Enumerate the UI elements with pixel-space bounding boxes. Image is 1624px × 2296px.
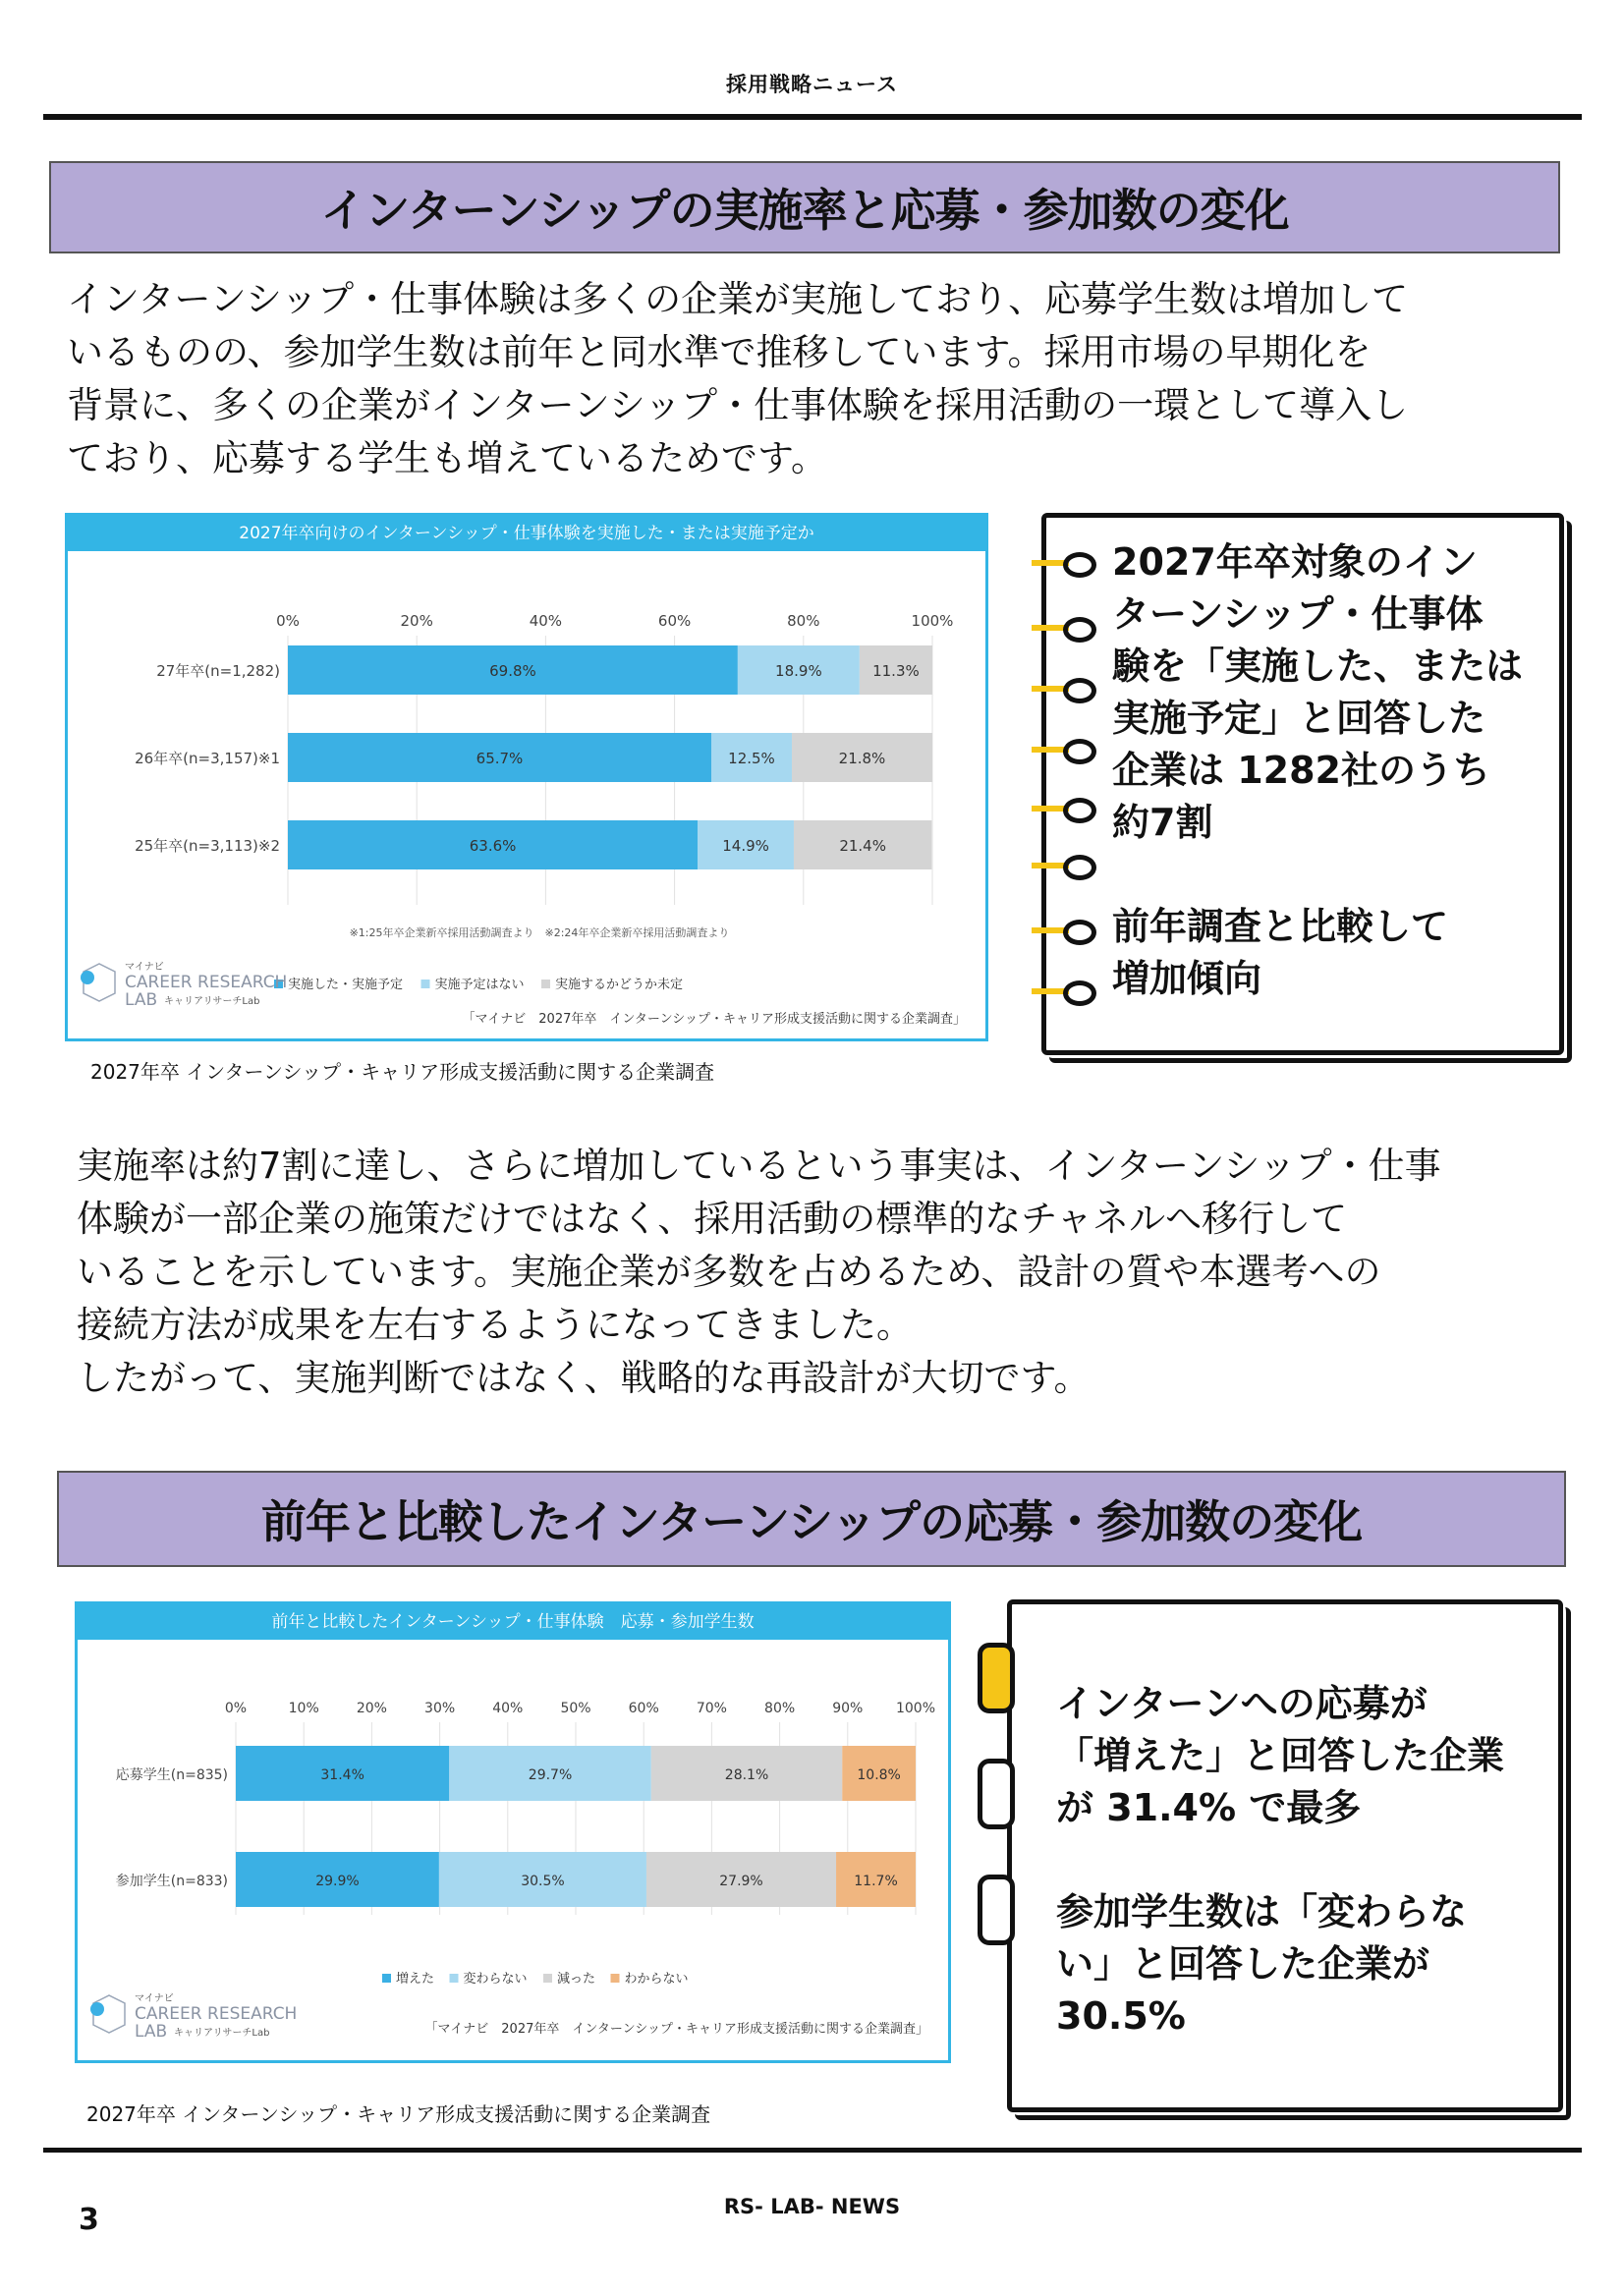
brand-small: マイナビ (125, 962, 164, 973)
section-1-intro (67, 273, 1408, 485)
brand-logo-dot-icon (81, 971, 94, 984)
body-line: 実施率は約7割に達し、さらに増加しているという事実は、インターンシップ・仕事 (77, 1145, 1441, 1187)
tick-label: 10% (288, 1701, 319, 1716)
tick-label: 70% (696, 1701, 727, 1716)
legend-swatch (543, 1974, 552, 1983)
chart-1-frame (65, 513, 988, 1041)
chart-1-title: 2027年卒向けのインターンシップ・仕事体験を実施した・または実施予定か (68, 516, 985, 551)
brand-kana: キャリアリサーチLab (174, 2028, 270, 2039)
chart-2-frame (75, 1601, 951, 2063)
chart-2-svg (78, 1640, 948, 2060)
legend-label: わからない (624, 1972, 689, 1987)
callout-1-line: 増加傾向 (1112, 957, 1262, 1000)
section-1-title-text: インターンシップの実施率と応募・参加数の変化 (320, 184, 1289, 237)
tick-label: 90% (832, 1701, 864, 1716)
category-label: 27年卒(n=1,282) (156, 662, 280, 680)
category-label: 参加学生(n=833) (115, 1874, 228, 1889)
callout-1-line: ターンシップ・仕事体 (1112, 592, 1484, 636)
body-line: いることを示しています。実施企業が多数を占めるため、設計の質や本選考への (77, 1251, 1381, 1293)
callout-1-line (1112, 849, 1523, 901)
tick-label: 80% (764, 1701, 796, 1716)
legend-label: 実施するかどうか未定 (555, 978, 684, 992)
section-1-body (77, 1140, 1441, 1405)
body-line: 体験が一部企業の施策だけではなく、採用活動の標準的なチャネルへ移行して (77, 1198, 1348, 1240)
callout-2-tab (978, 1875, 1015, 1945)
tick-label: 20% (400, 612, 433, 630)
intro-line: 背景に、多くの企業がインターンシップ・仕事体験を採用活動の一環として導入し (67, 384, 1409, 426)
tick-label: 20% (356, 1701, 387, 1716)
notebook-ring-icon (1063, 798, 1096, 823)
callout-1 (1041, 513, 1572, 1063)
tick-label: 0% (224, 1701, 248, 1716)
callout-2-line: インターンへの応募が (1056, 1682, 1428, 1725)
legend-swatch (421, 980, 430, 988)
header-rule (43, 114, 1582, 120)
legend-swatch (611, 1974, 620, 1983)
callout-2-line: い」と回答した企業が (1056, 1942, 1430, 1986)
chart-2-title: 前年と比較したインターンシップ・仕事体験 応募・参加学生数 (78, 1604, 948, 1640)
page-number: 3 (79, 2203, 99, 2237)
notebook-ring-icon (1063, 617, 1096, 643)
legend-label: 増えた (396, 1972, 435, 1987)
footer-rule (43, 2148, 1582, 2153)
data-label: 69.8% (489, 662, 536, 680)
section-2-title-text: 前年と比較したインターンシップの応募・参加数の変化 (260, 1495, 1363, 1548)
tick-label: 60% (628, 1701, 659, 1716)
data-label: 65.7% (476, 750, 524, 767)
callout-2-text (1056, 1678, 1504, 2043)
tick-label: 100% (895, 1701, 936, 1716)
category-label: 26年卒(n=3,157)※1 (135, 750, 280, 767)
category-label: 25年卒(n=3,113)※2 (135, 837, 280, 855)
tick-label: 40% (529, 612, 563, 630)
data-label: 29.9% (315, 1874, 360, 1889)
chart-2-caption: 2027年卒 インターンシップ・キャリア形成支援活動に関する企業調査 (86, 2102, 711, 2126)
data-label: 31.4% (320, 1767, 364, 1783)
data-label: 18.9% (775, 662, 822, 680)
brand-name-line1: CAREER RESEARCH (125, 973, 288, 992)
data-label: 21.8% (838, 750, 886, 767)
category-label: 応募学生(n=835) (115, 1767, 228, 1783)
legend-swatch (541, 980, 550, 988)
legend-label: 変わらない (463, 1972, 528, 1987)
brand-logo-dot-icon (90, 2002, 104, 2016)
callout-2-line: 参加学生数は「変わらな (1056, 1890, 1468, 1933)
data-label: 63.6% (469, 837, 517, 855)
page-header-title: 採用戦略ニュース (726, 73, 898, 96)
intro-line: ており、応募する学生も増えているためです。 (67, 437, 828, 479)
notebook-ring-icon (1063, 920, 1096, 945)
callout-1-line: 験を「実施した、または (1112, 644, 1524, 688)
callout-2-line: 「増えた」と回答した企業 (1056, 1734, 1505, 1777)
section-2-title (57, 1471, 1566, 1567)
notebook-ring-icon (1063, 980, 1096, 1006)
brand-small: マイナビ (135, 1993, 174, 2004)
tick-label: 80% (787, 612, 820, 630)
callout-2-tab-yellow (978, 1643, 1015, 1713)
callout-1-line: 約7割 (1112, 801, 1213, 844)
brand-kana: キャリアリサーチLab (164, 996, 260, 1007)
data-label: 11.3% (872, 662, 920, 680)
callout-1-line: 実施予定」と回答した (1112, 697, 1486, 740)
data-label: 30.5% (521, 1874, 565, 1889)
section-1-title (49, 161, 1560, 253)
notebook-ring-icon (1063, 855, 1096, 880)
legend-label: 実施予定はない (434, 978, 525, 992)
legend-swatch (382, 1974, 391, 1983)
legend-swatch (450, 1974, 459, 1983)
brand-name-line1: CAREER RESEARCH (135, 2004, 298, 2024)
callout-1-line: 前年調査と比較して (1112, 905, 1449, 948)
tick-label: 50% (560, 1701, 591, 1716)
data-label: 14.9% (722, 837, 769, 855)
chart-1-svg (68, 551, 985, 1038)
data-label: 28.1% (724, 1767, 769, 1783)
callout-2-line: 30.5% (1056, 1994, 1186, 2038)
body-line: したがって、実施判断ではなく、戦略的な再設計が大切です。 (77, 1357, 1091, 1399)
data-label: 11.7% (854, 1874, 898, 1889)
callout-2 (978, 1599, 1577, 2120)
brand-name-line2: LAB (125, 990, 158, 1010)
intro-line: インターンシップ・仕事体験は多くの企業が実施しており、応募学生数は増加して (67, 278, 1409, 320)
intro-line: いるものの、参加学生数は前年と同水準で推移しています。採用市場の早期化を (67, 331, 1372, 373)
callout-2-tab (978, 1759, 1015, 1829)
data-label: 21.4% (839, 837, 886, 855)
brand-name-line2: LAB (135, 2022, 168, 2042)
tick-label: 60% (657, 612, 692, 630)
data-label: 10.8% (857, 1767, 901, 1783)
chart-footnote: ※1:25年卒企業新卒採用活動調査より ※2:24年卒企業新卒採用活動調査より (349, 926, 730, 939)
chart-source: 「マイナビ 2027年卒 インターンシップ・キャリア形成支援活動に関する企業調査」 (462, 1012, 966, 1027)
tick-label: 0% (276, 612, 300, 630)
legend-label: 実施した・実施予定 (288, 978, 404, 992)
tick-label: 30% (424, 1701, 456, 1716)
footer-center-text: RS- LAB- NEWS (723, 2195, 901, 2218)
notebook-ring-icon (1063, 552, 1096, 578)
body-line: 接続方法が成果を左右するようになってきました。 (77, 1304, 913, 1346)
callout-1-line: 企業は 1282社のうち (1112, 749, 1490, 792)
callout-2-line (1056, 1834, 1504, 1886)
notebook-ring-icon (1063, 739, 1096, 764)
data-label: 27.9% (719, 1874, 763, 1889)
tick-label: 100% (911, 612, 954, 630)
data-label: 12.5% (728, 750, 775, 767)
callout-1-line: 2027年卒対象のイン (1112, 540, 1478, 584)
callout-2-line: が 31.4% で最多 (1056, 1786, 1362, 1829)
tick-label: 40% (492, 1701, 524, 1716)
legend-label: 減った (557, 1972, 596, 1987)
chart-1-caption: 2027年卒 インターンシップ・キャリア形成支援活動に関する企業調査 (90, 1060, 715, 1084)
callout-1-text (1112, 536, 1523, 1005)
chart-source: 「マイナビ 2027年卒 インターンシップ・キャリア形成支援活動に関する企業調査」 (424, 2022, 928, 2037)
notebook-ring-icon (1063, 678, 1096, 703)
data-label: 29.7% (528, 1767, 573, 1783)
